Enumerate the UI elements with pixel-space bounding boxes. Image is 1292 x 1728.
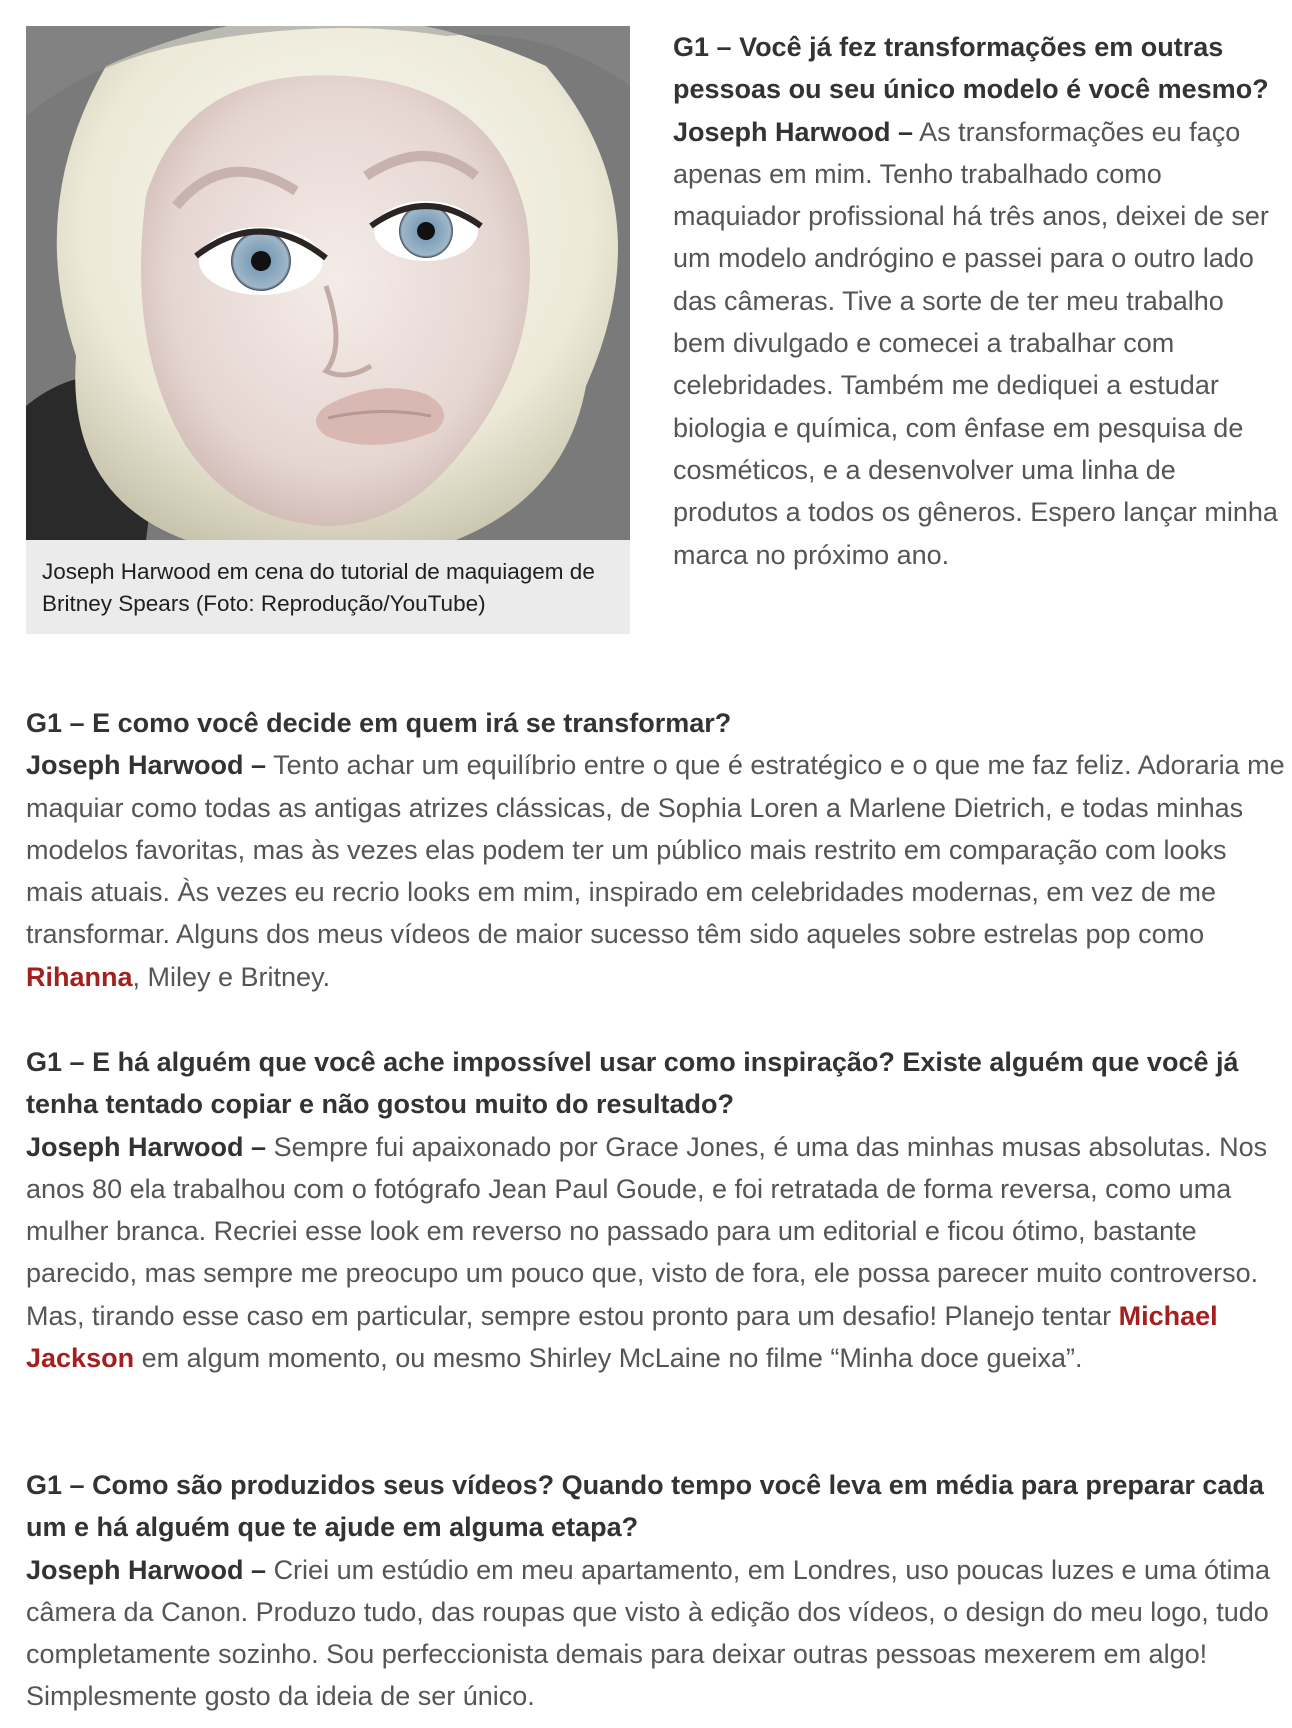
qa-block-1 bbox=[673, 26, 1283, 576]
question-text: Você já fez transformações em outras pessoas ou seu único modelo é você mesmo? bbox=[673, 32, 1269, 105]
question-4 bbox=[26, 1464, 1288, 1549]
interviewer-label: G1 – bbox=[26, 708, 85, 738]
question-3 bbox=[26, 1041, 1288, 1126]
answer-4 bbox=[26, 1549, 1288, 1718]
question-1 bbox=[673, 26, 1283, 111]
interviewee-label: Joseph Harwood – bbox=[26, 1131, 267, 1162]
qa-block-4 bbox=[26, 1464, 1288, 1718]
question-2 bbox=[26, 702, 1288, 744]
answer-1 bbox=[673, 111, 1283, 576]
interviewer-label: G1 – bbox=[26, 1470, 85, 1500]
question-text: E como você decide em quem irá se transformar? bbox=[92, 708, 732, 738]
qa-block-2 bbox=[26, 702, 1288, 998]
answer-text: Criei um estúdio em meu apartamento, em Londres, uso poucas luzes e uma ótima câmera da Canon. Produzo tudo, das roupas que visto à edição dos vídeos, o design do meu logo, tudo completamente sozinho. Sou perfeccionista demais para deixar outras pessoas mexerem em algo! Simplesmente gosto da ideia de ser único. bbox=[26, 1554, 1271, 1712]
interviewer-label: G1 – bbox=[26, 1047, 85, 1077]
interviewee-label: Joseph Harwood – bbox=[673, 116, 914, 147]
interviewee-label: Joseph Harwood – bbox=[26, 750, 267, 781]
answer-text-end: , Miley e Britney. bbox=[132, 961, 331, 992]
answer-text: As transformações eu faço apenas em mim. Tenho trabalhado como maquiador profissional há três anos, deixei de ser um modelo andrógino e passei para o outro lado das câmeras. Tive a sorte de ter meu trabalho bem divulgado e comecei a trabalhar com celebridades. Também me dediquei a estudar biologia e química, com ênfase em pesquisa de cosméticos, e a desenvolver uma linha de produtos a todos os gêneros. Espero lançar minha marca no próximo ano. bbox=[673, 116, 1278, 570]
answer-text-end: em algum momento, ou mesmo Shirley McLaine no filme “Minha doce gueixa”. bbox=[141, 1343, 1083, 1374]
question-text: E há alguém que você ache impossível usar como inspiração? Existe alguém que você já tenha tentado copiar e não gostou muito do resultado? bbox=[26, 1047, 1239, 1120]
answer-3 bbox=[26, 1126, 1288, 1380]
interviewer-label: G1 – bbox=[673, 32, 732, 62]
michael-jackson-link[interactable]: Michael Jackson bbox=[26, 1300, 1218, 1374]
photo-caption: Joseph Harwood em cena do tutorial de maquiagem de Britney Spears (Foto: Reprodução/YouTube) bbox=[42, 559, 595, 616]
article-figure bbox=[26, 26, 630, 634]
rihanna-link[interactable]: Rihanna bbox=[26, 961, 133, 992]
interviewee-label: Joseph Harwood – bbox=[26, 1554, 267, 1585]
answer-text: Sempre fui apaixonado por Grace Jones, é uma das minhas musas absolutas. Nos anos 80 ela trabalhou com o fotógrafo Jean Paul Goude, e foi retratada de forma reversa, como uma mulher branca. Recriei esse look em reverso no passado para um editorial e ficou ótimo, bastante parecido, mas sempre me preocupo um pouco que, visto de fora, ele possa parecer muito controverso. Mas, tirando esse caso em particular, sempre estou pronto para um desafio! Planejo tentar bbox=[26, 1131, 1268, 1331]
portrait-photo bbox=[26, 26, 630, 540]
question-text: Como são produzidos seus vídeos? Quando tempo você leva em média para preparar cada um e há alguém que te ajude em alguma etapa? bbox=[26, 1470, 1264, 1543]
qa-block-3 bbox=[26, 1041, 1288, 1379]
answer-2 bbox=[26, 744, 1288, 998]
answer-text: Tento achar um equilíbrio entre o que é estratégico e o que me faz feliz. Adoraria me maquiar como todas as antigas atrizes clássicas, de Sophia Loren a Marlene Dietrich, e todas minhas modelos favoritas, mas às vezes elas podem ter um público mais restrito em comparação com looks mais atuais. Às vezes eu recrio looks em mim, inspirado em celebridades modernas, em vez de me transformar. Alguns dos meus vídeos de maior sucesso têm sido aqueles sobre estrelas pop como bbox=[26, 750, 1285, 950]
